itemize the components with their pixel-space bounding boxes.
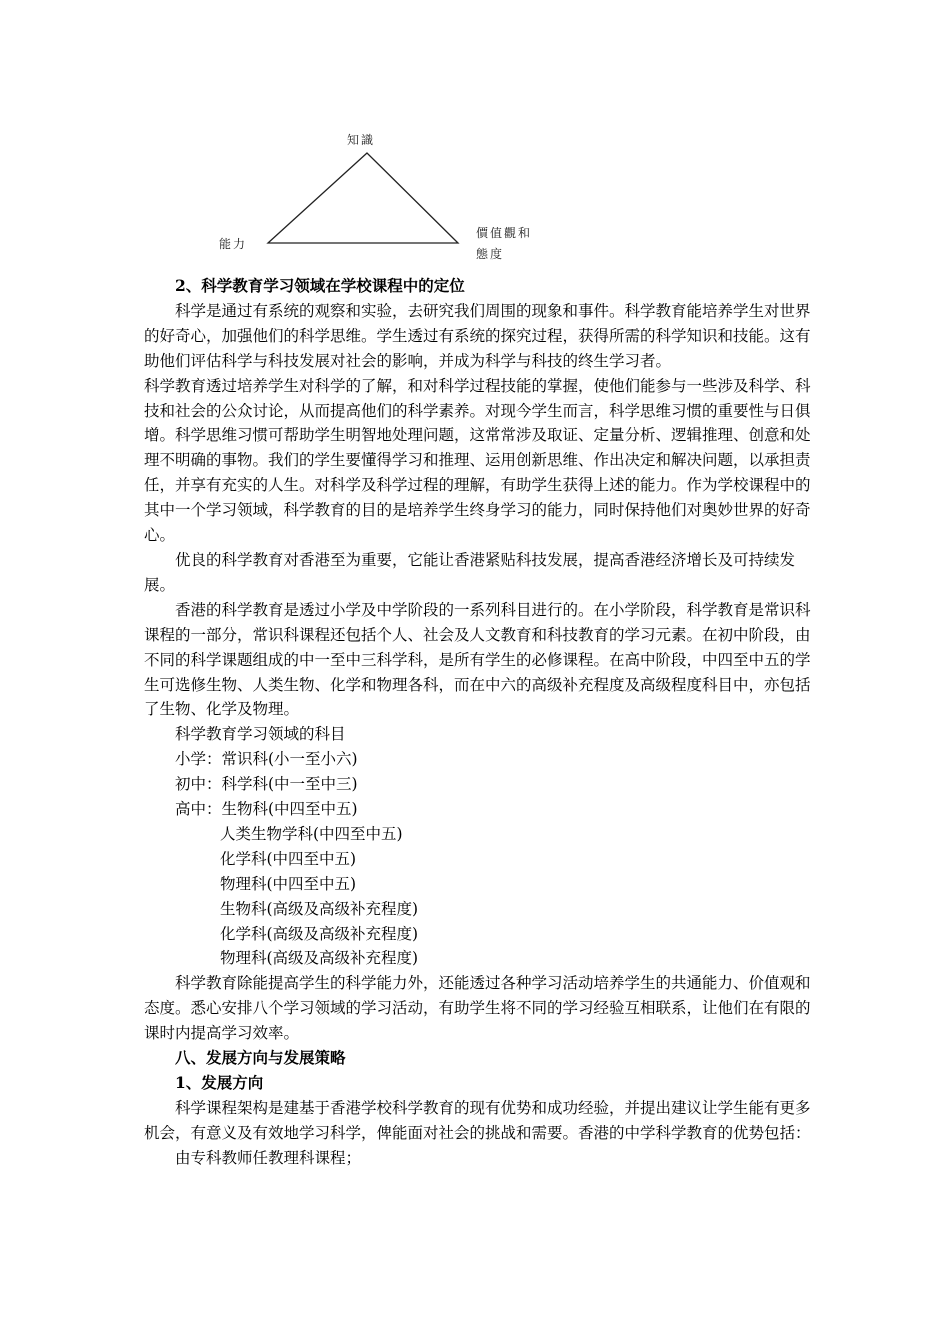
paragraph: 由专科教师任教理科课程； bbox=[175, 1148, 362, 1167]
paragraph: 香港的科学教育是透过小学及中学阶段的一系列科目进行的。在小学阶段，科学教育是常识科课程的一部分，常识科课程还包括个人、社会及人文教育和科技教育的学习元素。在初中阶段，由不同的科学课题组成的中一至中三科学科，是所有学生的必修课程。在高中阶段，中四至中五的学生可选修生物、人类生物、化学和物理各科，而在中六的高级补充程度及高级程度科目中，亦包括了生物、化学及物理。 bbox=[144, 600, 811, 719]
subject-list-item: 人类生物学科(中四至中五) bbox=[220, 824, 403, 843]
diagram-label-ability: 能力 bbox=[219, 237, 248, 251]
paragraph: 科学是通过有系统的观察和实验，去研究我们周围的现象和事件。科学教育能培养学生对世界的好奇心，加强他们的科学思维。学生透过有系统的探究过程，获得所需的科学知识和技能。这有助他们评估科学与科技发展对社会的影响，并成为科学与科技的终生学习者。 bbox=[144, 301, 811, 370]
diagram-label-values-attitudes-line1: 價值觀和 bbox=[476, 226, 533, 240]
triangle-shape bbox=[0, 0, 950, 275]
subject-list-item: 生物科(高级及高级补充程度) bbox=[220, 899, 419, 918]
subjects-list-title: 科学教育学习领域的科目 bbox=[175, 725, 346, 744]
section-heading-science-position: 2、科学教育学习领域在学校课程中的定位 bbox=[175, 276, 465, 295]
paragraph: 科学课程架构是建基于香港学校科学教育的现有优势和成功经验，并提出建议让学生能有更多机会，有意义及有效地学习科学，俾能面对社会的挑战和需要。香港的中学科学教育的优势包括： bbox=[144, 1098, 811, 1142]
subject-senior-secondary: 高中：生物科(中四至中五) bbox=[175, 800, 358, 819]
knowledge-skills-values-triangle-diagram bbox=[0, 0, 950, 275]
paragraph: 科学教育透过培养学生对科学的了解，和对科学过程技能的掌握，使他们能参与一些涉及科学、科技和社会的公众讨论，从而提高他们的科学素养。对现今学生而言，科学思维习惯的重要性与日俱增。科学思维习惯可帮助学生明智地处理问题，这常常涉及取证、定量分析、逻辑推理、创意和处理不明确的事物。我们的学生要懂得学习和推理、运用创新思维、作出决定和解决问题，以承担责任，并享有充实的人生。对科学及科学过程的理解，有助学生获得上述的能力。作为学校课程中的其中一个学习领域，科学教育的目的是培养学生终身学习的能力，同时保持他们对奥妙世界的好奇心。 bbox=[144, 376, 811, 545]
document-body bbox=[144, 274, 814, 1171]
paragraph: 优良的科学教育对香港至为重要，它能让香港紧贴科技发展，提高香港经济增长及可持续发展。 bbox=[144, 550, 796, 594]
subject-list-item: 物理科(高级及高级补充程度) bbox=[220, 949, 419, 968]
subject-primary: 小学：常识科(小一至小六) bbox=[175, 750, 358, 769]
subject-junior-secondary: 初中：科学科(中一至中三) bbox=[175, 775, 358, 794]
subject-list-item: 化学科(中四至中五) bbox=[220, 849, 357, 868]
section-heading-development: 八、发展方向与发展策略 bbox=[175, 1048, 346, 1068]
diagram-label-knowledge: 知識 bbox=[347, 133, 376, 147]
triangle-outline bbox=[268, 153, 458, 243]
subject-list-item: 物理科(中四至中五) bbox=[220, 874, 357, 893]
diagram-label-values-attitudes-line2: 態度 bbox=[476, 247, 505, 261]
paragraph: 科学教育除能提高学生的科学能力外，还能透过各种学习活动培养学生的共通能力、价值观和态度。悉心安排八个学习领域的学习活动，有助学生将不同的学习经验互相联系，让他们在有限的课时内提高学习效率。 bbox=[144, 974, 811, 1043]
subject-list-item: 化学科(高级及高级补充程度) bbox=[220, 924, 419, 943]
subsection-heading-direction: 1、发展方向 bbox=[175, 1073, 264, 1092]
